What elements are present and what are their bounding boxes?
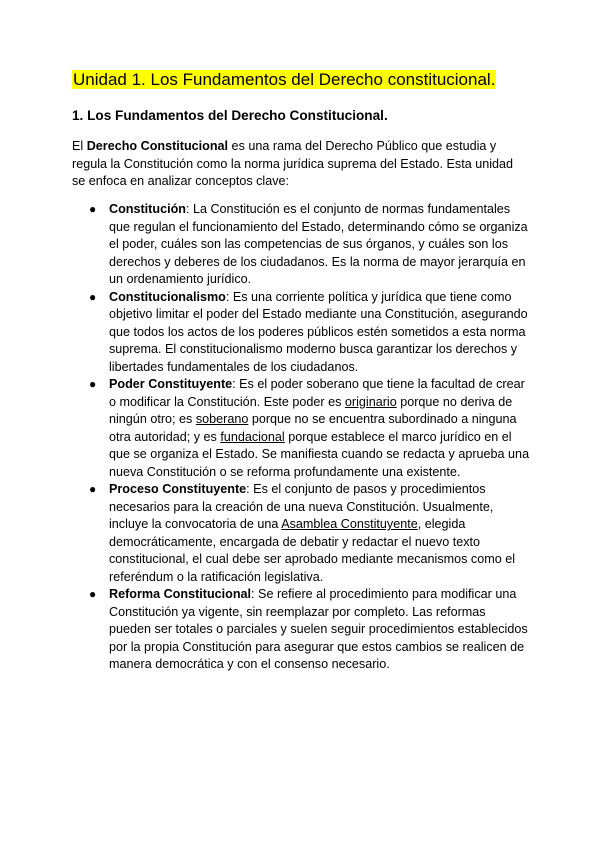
- concept-description-part: Es el poder soberano que tiene la facultad de crear o modificar la Constitución. Este poder es: [109, 377, 525, 409]
- underlined-term-originario: originario: [344, 394, 397, 409]
- concept-term: Reforma Constitucional: [109, 587, 252, 601]
- concept-description-part: Es el conjunto de pasos y procedimientos necesarios para la creación de una nueva Constitución. Usualmente, incluye la convocatoria de una: [109, 482, 494, 531]
- concept-list: [72, 201, 530, 674]
- concept-separator: :: [246, 482, 254, 496]
- concept-description: La Constitución es el conjunto de normas fundamentales que regulan el funcionamiento del Estado, determinando cómo se organiza el poder, cuáles son las competencias de sus órganos, y cuáles son los derechos y deberes de los ciudadanos. Es la norma de mayor jerarquía en un ordenamiento jurídico.: [109, 202, 528, 286]
- concept-description-part: , elegida democráticamente, encargada de debatir y redactar el nuevo texto constitucional, el cual debe ser aprobado mediante mecanismos como el referéndum o la ratificación legislativa.: [109, 517, 516, 584]
- concept-description: Es una corriente política y jurídica que tiene como objetivo limitar el poder del Estado mediante una Constitución, asegurando que todos los actos de los poderes públicos estén sometidos a esta norma suprema. El constitucionalismo moderno busca garantizar los derechos y libertades fundamentales de los ciudadanos.: [109, 289, 528, 374]
- underlined-term-soberano: soberano: [195, 412, 249, 426]
- concept-reforma-constitucional: [72, 586, 530, 674]
- section-heading: 1. Los Fundamentos del Derecho Constitucional.: [72, 108, 388, 123]
- intro-text-start: El: [72, 139, 87, 153]
- concept-separator: :: [185, 202, 193, 216]
- bullet-icon: ●: [89, 289, 97, 304]
- intro-text-end: es una rama del Derecho Público que estudia y regula la Constitución como la norma jurídica suprema del Estado. Esta unidad se enfoca en analizar conceptos clave:: [72, 139, 514, 188]
- concept-description-part: porque no deriva de ningún otro; es: [109, 394, 513, 426]
- bullet-icon: ●: [89, 482, 97, 496]
- concept-poder-constituyente: [72, 376, 530, 481]
- intro-paragraph: [72, 138, 528, 191]
- concept-proceso-constituyente: [72, 481, 530, 586]
- intro-bold-term: Derecho Constitucional: [86, 139, 229, 153]
- underlined-term-fundacional: fundacional: [220, 429, 285, 444]
- concept-description-part: porque no se encuentra subordinado a ninguna otra autoridad; y es: [109, 412, 517, 444]
- concept-constitucionalismo: [72, 289, 530, 377]
- concept-description-part: porque establece el marco jurídico en el que se organiza el Estado. Se manifiesta cuando se redacta y aprueba una nueva Constitución o se reforma profundamente una existente.: [109, 429, 530, 479]
- concept-constitucion: [72, 201, 530, 289]
- concept-term: Poder Constituyente: [109, 377, 233, 391]
- bullet-icon: ●: [89, 202, 97, 216]
- document-title: [72, 68, 496, 92]
- concept-description: Se refiere al procedimiento para modificar una Constitución ya vigente, sin reemplazar por completo. Las reformas pueden ser totales o parciales y suelen seguir procedimientos establecidos por la propia Constitución para asegurar que estos cambios se realicen de manera democrática y con el consenso necesario.: [109, 587, 528, 671]
- underlined-term-asamblea-constituyente: Asamblea Constituyente: [281, 517, 418, 531]
- concept-term: Proceso Constituyente: [109, 482, 247, 496]
- concept-term: Constitucionalismo: [109, 289, 226, 304]
- concept-separator: :: [251, 587, 259, 601]
- concept-separator: :: [225, 289, 233, 304]
- concept-separator: :: [232, 377, 240, 391]
- bullet-icon: ●: [89, 377, 97, 391]
- bullet-icon: ●: [89, 587, 97, 601]
- highlighted-title-text: Unidad 1. Los Fundamentos del Derecho constitucional.: [73, 70, 496, 89]
- concept-term: Constitución: [109, 202, 186, 216]
